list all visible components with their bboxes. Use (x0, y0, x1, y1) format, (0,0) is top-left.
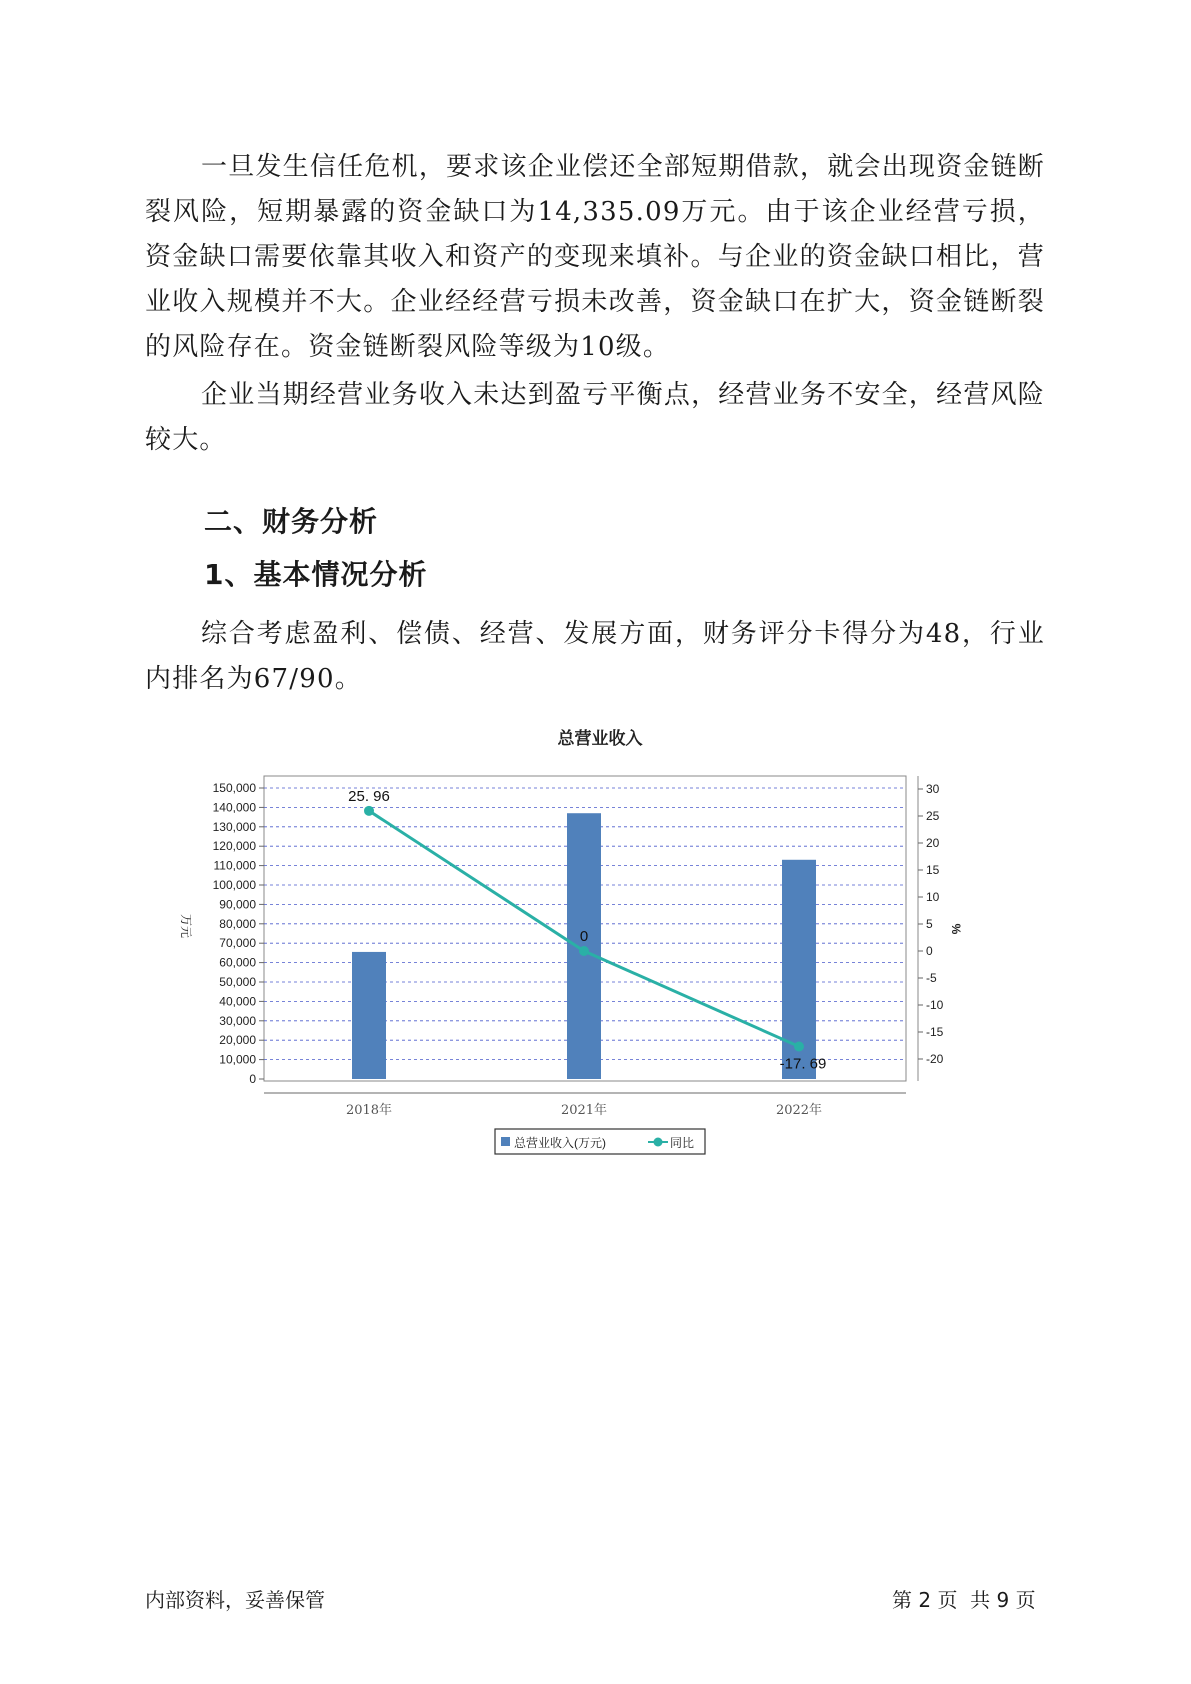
yoy-point (364, 806, 374, 816)
chart-title: 总营业收入 (557, 729, 643, 749)
footer-confidential: 内部资料，妥善保管 (145, 1588, 325, 1612)
yoy-data-label: -17. 69 (779, 1055, 827, 1073)
subsection-heading-basic-analysis: 1、基本情况分析 (204, 558, 428, 591)
y-tick-label: 120,000 (212, 839, 256, 854)
y-tick-label: 0 (249, 1072, 256, 1086)
y-tick-label: 40,000 (219, 994, 256, 1009)
y2-tick-label: 0 (926, 944, 933, 958)
y-tick-label: 80,000 (219, 916, 256, 931)
y2-tick-label: -10 (926, 998, 944, 1012)
y2-tick-label: 15 (926, 863, 940, 877)
yoy-data-label: 25. 96 (348, 787, 390, 805)
y-tick-label: 150,000 (212, 781, 256, 795)
y2-tick-label: -5 (926, 971, 937, 985)
x-tick-label: 2018年 (345, 1103, 393, 1118)
y-axis-label: 万元 (179, 913, 193, 939)
y-tick-label: 140,000 (212, 800, 256, 815)
y2-tick-label: 30 (926, 782, 940, 796)
y-tick-label: 50,000 (219, 975, 256, 989)
y-tick-label: 60,000 (219, 955, 256, 970)
right-axis (918, 776, 944, 1081)
y-tick-label: 30,000 (219, 1013, 256, 1028)
y2-tick-label: -15 (926, 1025, 944, 1039)
y-tick-label: 90,000 (219, 897, 256, 912)
y-tick-label: 130,000 (212, 819, 256, 834)
paragraph-score: 综合考虑盈利、偿债、经营、发展方面，财务评分卡得分为48，行业内排名为67/90。 (145, 619, 1045, 694)
y2-axis-label: % (949, 923, 963, 935)
x-tick-label: 2022年 (775, 1103, 823, 1118)
footer-page-number: 第 2 页 共 9 页 (892, 1588, 1036, 1612)
yoy-data-label: 0 (579, 928, 589, 945)
x-tick-label: 2021年 (560, 1103, 608, 1118)
y2-tick-label: 10 (926, 890, 940, 904)
legend-line-dot (654, 1138, 663, 1147)
revenue-bar (352, 952, 386, 1079)
yoy-point (579, 946, 589, 956)
y-tick-label: 110,000 (213, 858, 256, 873)
chart-legend (495, 1129, 705, 1154)
paragraph-cash-gap: 一旦发生信任危机，要求该企业偿还全部短期借款，就会出现资金链断裂风险，短期暴露的资金缺口为14,335.09万元。由于该企业经营亏损，资金缺口需要依靠其收入和资产的变现来填补。与企业的资金缺口相比，营业收入规模并不大。企业经经营亏损未改善，资金缺口在扩大，资金链断裂的风险存在。资金链断裂风险等级为10级。 (145, 152, 1045, 362)
legend-line-label: 同比 (670, 1136, 695, 1150)
y-tick-label: 100,000 (212, 878, 256, 892)
left-axis (213, 781, 264, 1086)
paragraph-breakeven: 企业当期经营业务收入未达到盈亏平衡点，经营业务不安全，经营风险较大。 (145, 380, 1045, 455)
legend-bar-label: 总营业收入(万元) (514, 1136, 606, 1150)
y2-tick-label: -20 (926, 1052, 944, 1066)
y-tick-label: 10,000 (219, 1052, 256, 1067)
yoy-point (794, 1042, 804, 1052)
y2-tick-label: 20 (926, 836, 940, 850)
section-heading-financial-analysis: 二、财务分析 (204, 505, 379, 538)
y-tick-label: 70,000 (219, 936, 256, 951)
revenue-chart (170, 720, 990, 1180)
x-axis (264, 1093, 906, 1118)
legend-bar-swatch (501, 1137, 510, 1146)
y2-tick-label: 5 (926, 917, 933, 931)
y2-tick-label: 25 (926, 809, 940, 823)
y-tick-label: 20,000 (219, 1033, 256, 1048)
